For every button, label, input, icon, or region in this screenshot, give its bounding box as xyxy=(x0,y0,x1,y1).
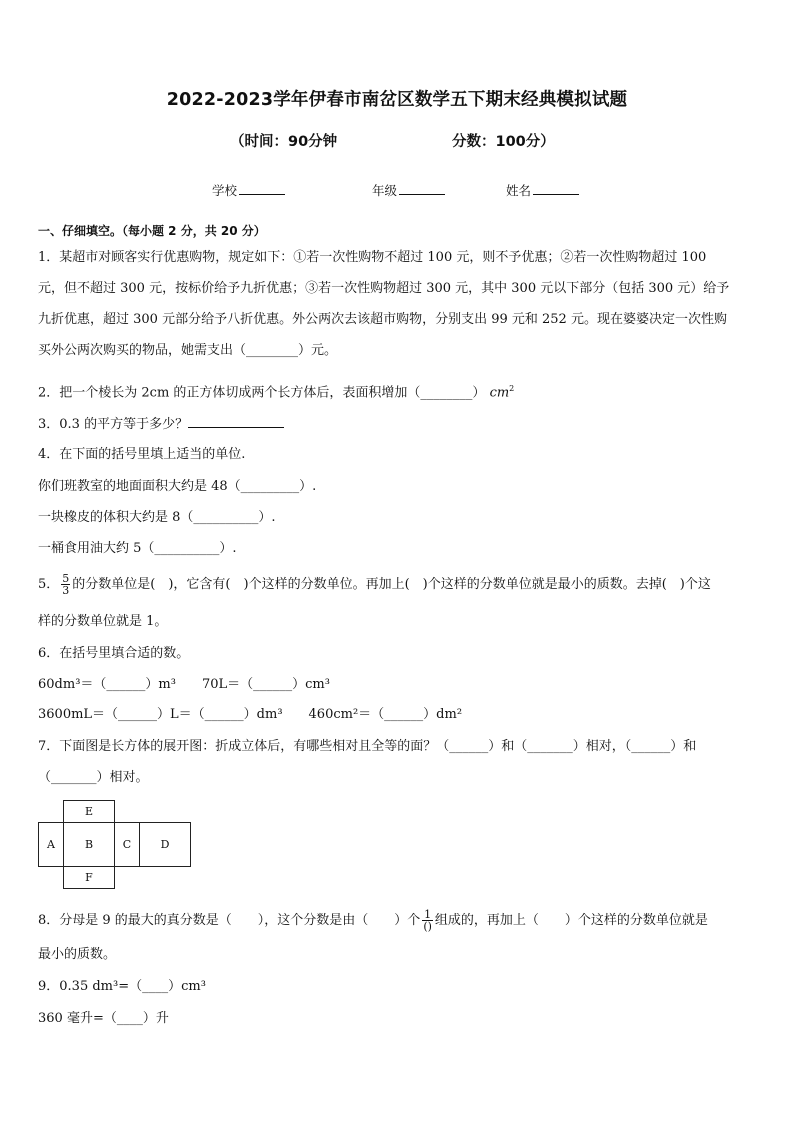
school-blank[interactable] xyxy=(239,181,285,195)
net-face-b: B xyxy=(63,822,115,867)
q1-line3: 九折优惠，超过 300 元部分给予八折优惠。外公两次去该超市购物，分别支出 99 元和 252 元。现在婆婆决定一次性购 xyxy=(38,312,727,327)
q7-line1: 7．下面图是长方体的展开图：折成立体后，有哪些相对且全等的面？（______）和（_______）相对，（______）和 xyxy=(38,739,697,754)
time-label: （时间：90分钟 xyxy=(230,134,338,150)
q2-line xyxy=(38,380,514,402)
school-label: 学校 xyxy=(212,183,238,198)
q8-line2: 最小的质数。 xyxy=(38,947,117,962)
q5-numerator: 5 xyxy=(62,572,70,585)
q8-line1 xyxy=(38,909,708,932)
q5-rest: 的分数单位是( )，它含有( )个这样的分数单位。再加上( )个这样的分数单位就是最小的质数。去掉( )个这 xyxy=(72,577,711,592)
q9-line1: 9．0.35 dm³=（____）cm³ xyxy=(38,979,206,994)
q1-line4: 买外公两次购买的物品，她需支出（________）元。 xyxy=(38,343,338,358)
q4-head: 4．在下面的括号里填上适当的单位. xyxy=(38,447,246,462)
q2-text: 2．把一个棱长为 2cm 的正方体切成两个长方体后，表面积增加（________） xyxy=(38,385,486,401)
q5-line1 xyxy=(38,573,711,596)
net-face-f: F xyxy=(63,866,115,889)
q8-denominator: () xyxy=(423,920,432,933)
grade-blank[interactable] xyxy=(399,181,445,195)
q1-line1: 1．某超市对顾客实行优惠购物，规定如下：①若一次性购物不超过 100 元，则不予优惠；②若一次性购物超过 100 xyxy=(38,250,707,265)
name-blank[interactable] xyxy=(533,181,579,195)
net-face-a: A xyxy=(38,822,64,867)
q2-exponent: 2 xyxy=(509,384,515,393)
net-face-d: D xyxy=(139,822,191,867)
section-heading: 一、仔细填空。（每小题 2 分，共 20 分） xyxy=(38,224,266,238)
q6-row1: 60dm³＝（______）m³ 70L＝（______）cm³ xyxy=(38,677,330,692)
q8-numerator: 1 xyxy=(424,908,432,921)
q9-line2: 360 毫升=（____）升 xyxy=(38,1011,169,1026)
net-face-c: C xyxy=(114,822,140,867)
q7-line2: （_______）相对。 xyxy=(38,770,149,785)
q2-unit: cm xyxy=(489,385,510,401)
q6-head: 6．在括号里填合适的数。 xyxy=(38,646,190,661)
q5-prefix: 5． xyxy=(38,577,60,592)
q8-post: 组成的，再加上（ ）个这样的分数单位就是 xyxy=(434,913,708,928)
q5-fraction xyxy=(61,573,70,596)
q6-row2: 3600mL＝（______）L＝（______）dm³ 460cm²＝（______）dm² xyxy=(38,707,463,722)
q8-pre: 8．分母是 9 的最大的真分数是（ ），这个分数是由（ ）个 xyxy=(38,913,421,928)
q5-line2: 样的分数单位就是 1。 xyxy=(38,614,168,629)
name-field xyxy=(506,181,579,199)
q4-c: 一桶食用油大约 5（__________）. xyxy=(38,541,237,556)
q1-line2: 元，但不超过 300 元，按标价给予九折优惠；③若一次性购物超过 300 元，其中 300 元以下部分（包括 300 元）给予 xyxy=(38,281,730,296)
score-label: 分数：100分） xyxy=(452,134,555,150)
q4-b: 一块橡皮的体积大约是 8（__________）. xyxy=(38,510,276,525)
grade-field xyxy=(372,181,445,199)
q3-answer-blank[interactable] xyxy=(188,415,284,428)
grade-label: 年级 xyxy=(372,183,398,198)
name-label: 姓名 xyxy=(506,183,532,198)
school-field xyxy=(212,181,285,199)
exam-title: 2022-2023学年伊春市南岔区数学五下期末经典模拟试题 xyxy=(166,90,628,110)
q8-fraction xyxy=(422,909,433,932)
q3-text: 3．0.3 的平方等于多少？ xyxy=(38,417,189,432)
q5-denominator: 3 xyxy=(62,584,70,597)
q4-a: 你们班教室的地面面积大约是 48（_________）. xyxy=(38,479,317,494)
q3-line xyxy=(38,415,284,434)
net-face-e: E xyxy=(63,800,115,823)
